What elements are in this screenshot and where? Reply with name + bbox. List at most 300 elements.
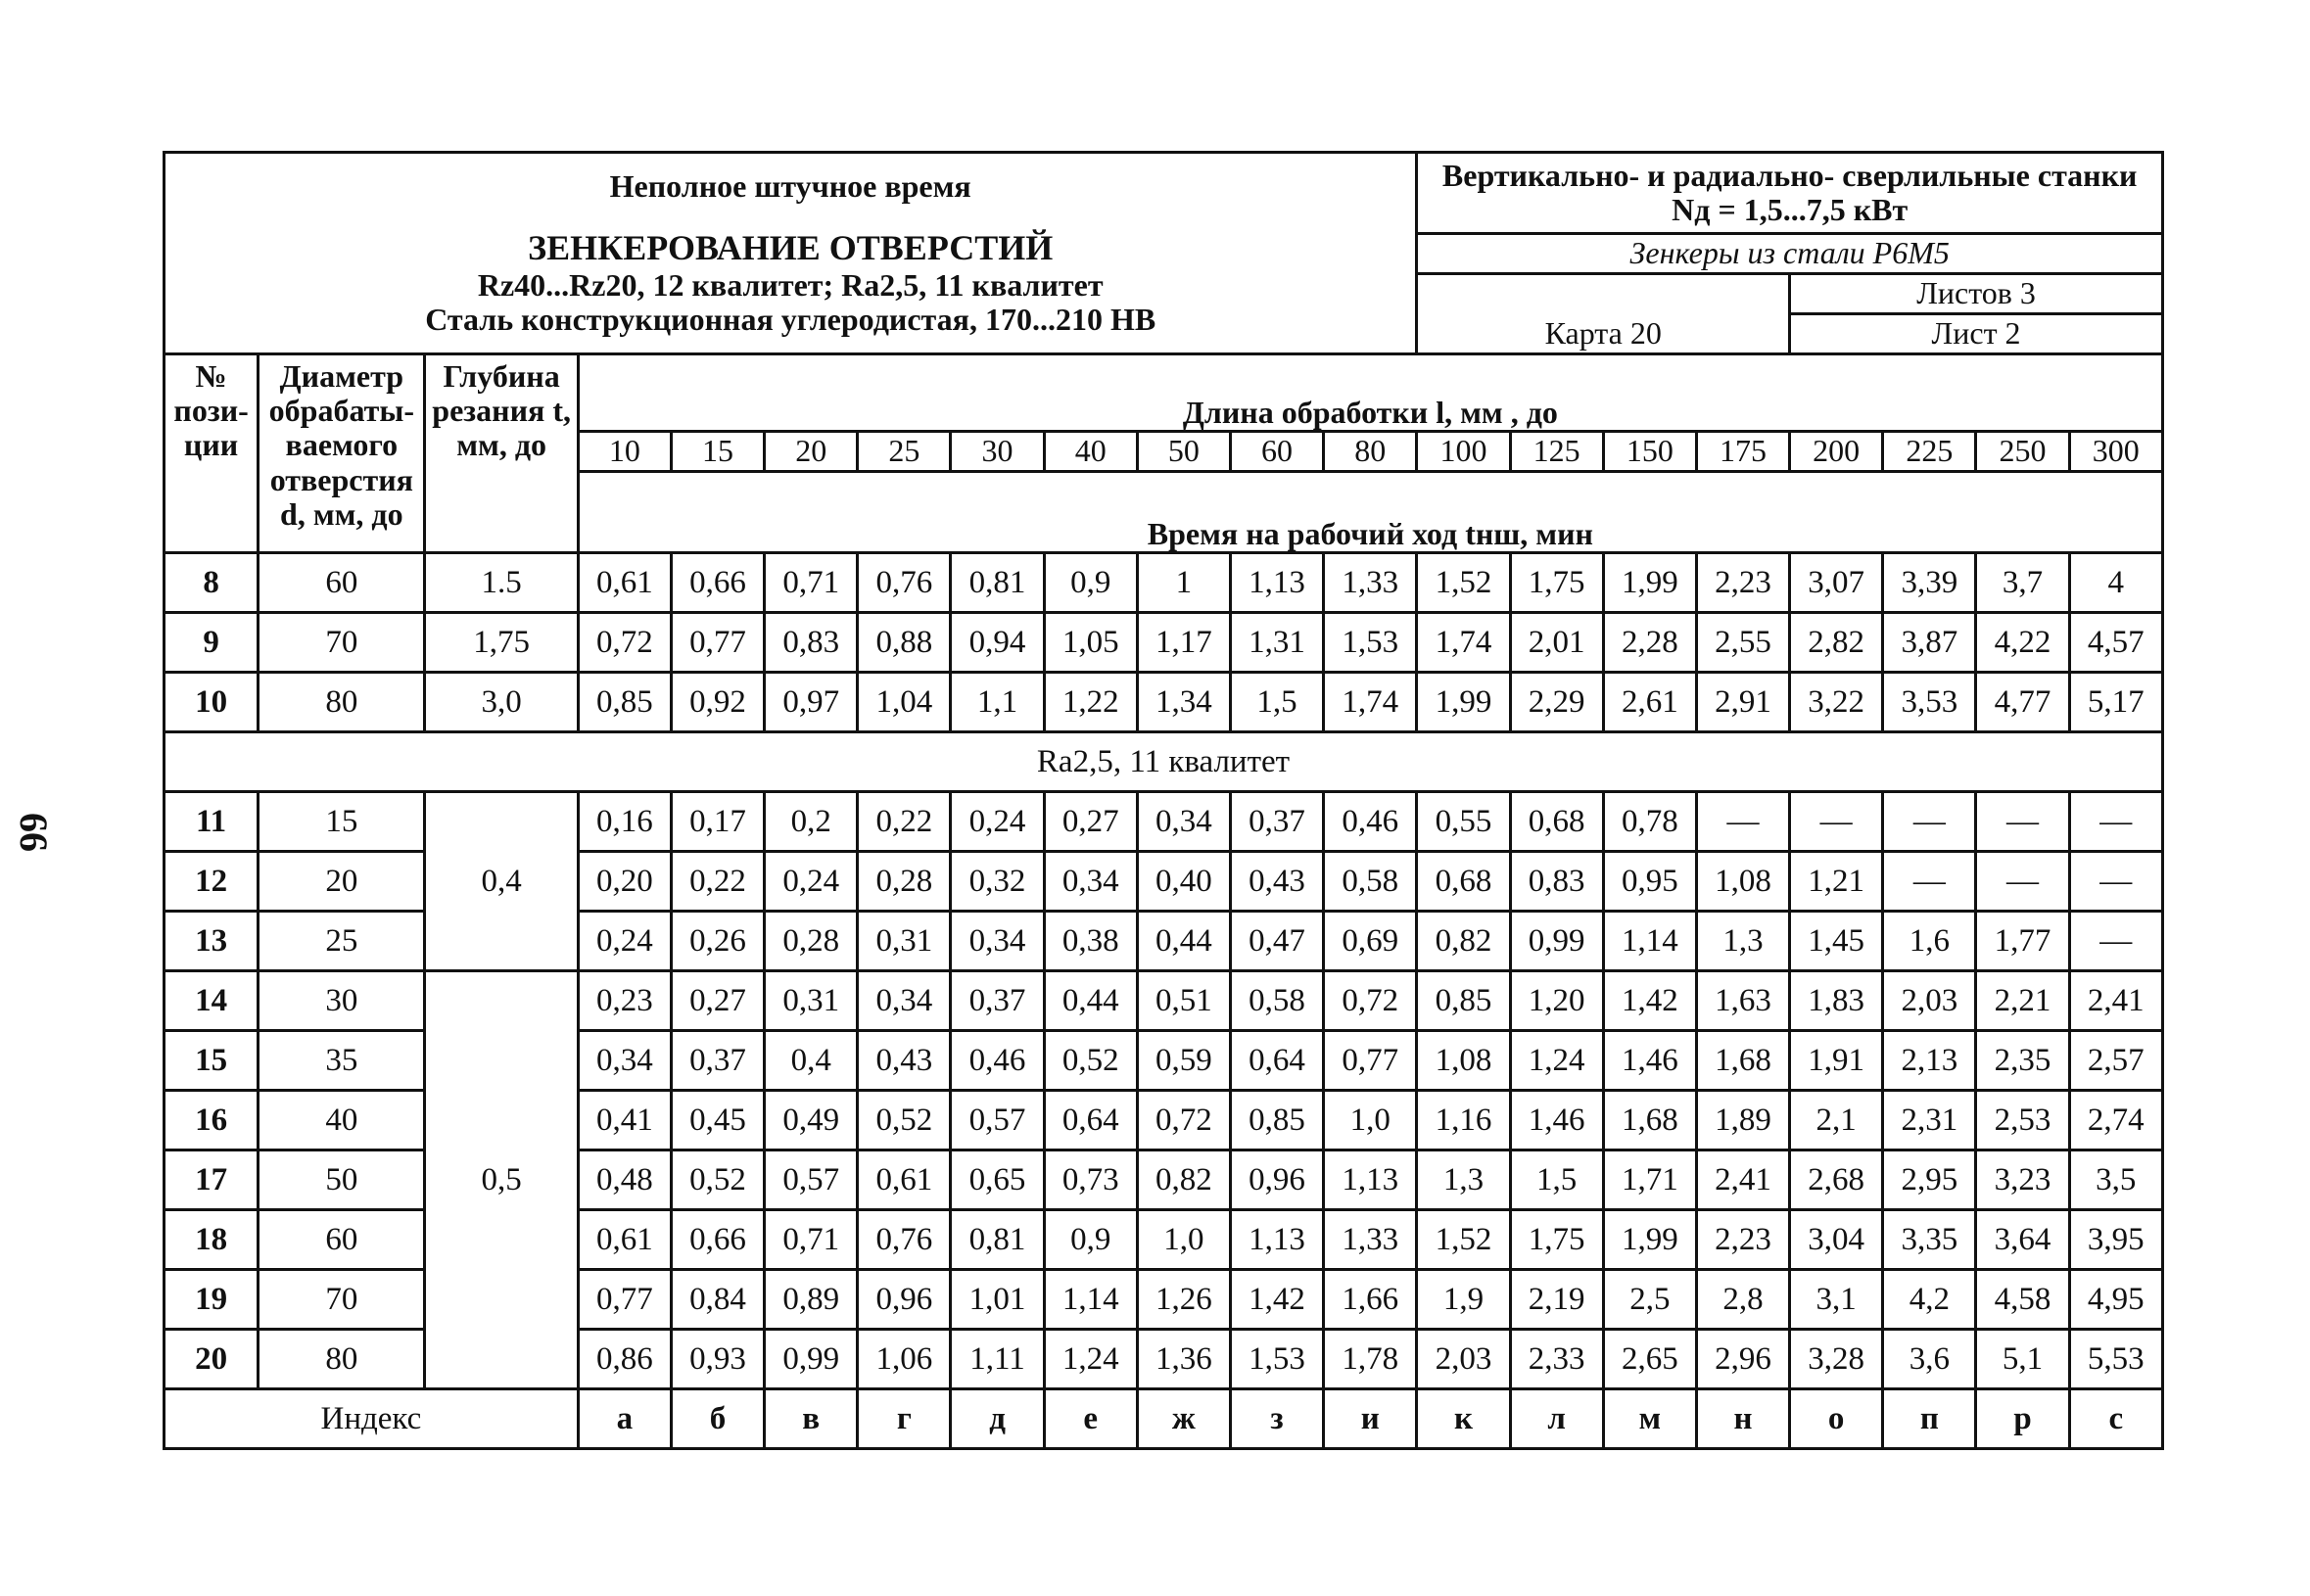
- time-cell: 1,13: [1230, 553, 1323, 613]
- pos-cell: 12: [165, 852, 259, 912]
- length-col-header: 10: [578, 432, 671, 472]
- time-cell: 0,17: [671, 792, 764, 852]
- time-cell: 0,37: [671, 1031, 764, 1091]
- time-cell: 0,77: [671, 613, 764, 673]
- diameter-cell: 70: [259, 1270, 425, 1330]
- depth-cell: 1,75: [425, 613, 578, 673]
- time-cell: 0,40: [1137, 852, 1230, 912]
- index-letter: к: [1417, 1389, 1510, 1449]
- index-letter: ж: [1137, 1389, 1230, 1449]
- time-cell: 0,47: [1230, 912, 1323, 971]
- time-cell: 0,95: [1603, 852, 1696, 912]
- time-cell: 0,85: [1230, 1091, 1323, 1150]
- time-cell: 1,24: [1044, 1330, 1137, 1389]
- time-cell: 3,23: [1976, 1150, 2069, 1210]
- time-cell: 0,24: [578, 912, 671, 971]
- pos-cell: 17: [165, 1150, 259, 1210]
- time-cell: 0,2: [765, 792, 858, 852]
- time-cell: 1,63: [1696, 971, 1789, 1031]
- index-letter: л: [1510, 1389, 1603, 1449]
- time-cell: 0,83: [765, 613, 858, 673]
- time-cell: 1,99: [1603, 1210, 1696, 1270]
- time-cell: 1,53: [1324, 613, 1417, 673]
- time-cell: 3,64: [1976, 1210, 2069, 1270]
- time-cell: 1,74: [1417, 613, 1510, 673]
- time-cell: 0,34: [1044, 852, 1137, 912]
- time-cell: 0,96: [858, 1270, 951, 1330]
- time-cell: 0,23: [578, 971, 671, 1031]
- time-cell: —: [2069, 792, 2162, 852]
- time-cell: 0,61: [578, 1210, 671, 1270]
- time-cell: 0,28: [765, 912, 858, 971]
- time-cell: 0,26: [671, 912, 764, 971]
- time-cell: 1,68: [1696, 1031, 1789, 1091]
- time-cell: 0,27: [1044, 792, 1137, 852]
- time-cell: 1,16: [1417, 1091, 1510, 1150]
- time-cell: 3,87: [1883, 613, 1976, 673]
- time-cell: 0,99: [1510, 912, 1603, 971]
- time-cell: 1,6: [1883, 912, 1976, 971]
- time-cell: 1,3: [1696, 912, 1789, 971]
- time-cell: 0,52: [1044, 1031, 1137, 1091]
- time-cell: 1,91: [1790, 1031, 1883, 1091]
- time-cell: 0,34: [1137, 792, 1230, 852]
- time-cell: 1,22: [1044, 673, 1137, 732]
- time-cell: 5,1: [1976, 1330, 2069, 1389]
- time-cell: 3,28: [1790, 1330, 1883, 1389]
- time-cell: 2,21: [1976, 971, 2069, 1031]
- time-cell: 1,34: [1137, 673, 1230, 732]
- time-cell: —: [1883, 792, 1976, 852]
- diameter-cell: 30: [259, 971, 425, 1031]
- time-cell: 3,7: [1976, 553, 2069, 613]
- diameter-cell: 80: [259, 1330, 425, 1389]
- index-letter: з: [1230, 1389, 1323, 1449]
- time-cell: —: [1883, 852, 1976, 912]
- col-depth-header: Глубина резания t, мм, до: [425, 354, 578, 553]
- time-cell: 1,26: [1137, 1270, 1230, 1330]
- time-cell: 1,71: [1603, 1150, 1696, 1210]
- time-cell: 1,46: [1603, 1031, 1696, 1091]
- length-col-header: 60: [1230, 432, 1323, 472]
- time-cell: 0,81: [951, 1210, 1044, 1270]
- time-cell: 1,78: [1324, 1330, 1417, 1389]
- time-cell: 0,24: [951, 792, 1044, 852]
- time-cell: 0,58: [1230, 971, 1323, 1031]
- time-cell: 2,95: [1883, 1150, 1976, 1210]
- time-cell: 0,71: [765, 1210, 858, 1270]
- time-cell: 0,76: [858, 553, 951, 613]
- machine-power: Nд = 1,5...7,5 кВт: [1672, 192, 1909, 227]
- time-cell: 1,89: [1696, 1091, 1789, 1150]
- norm-card: [163, 151, 2164, 1450]
- time-cell: 1,14: [1044, 1270, 1137, 1330]
- time-cell: —: [1696, 792, 1789, 852]
- time-cell: —: [2069, 852, 2162, 912]
- time-cell: 1,42: [1603, 971, 1696, 1031]
- header-machine: [1417, 153, 2163, 234]
- time-cell: 0,78: [1603, 792, 1696, 852]
- time-cell: 0,22: [858, 792, 951, 852]
- time-cell: 0,89: [765, 1270, 858, 1330]
- time-cell: 2,82: [1790, 613, 1883, 673]
- time-cell: 1,13: [1230, 1210, 1323, 1270]
- pos-cell: 8: [165, 553, 259, 613]
- length-col-header: 15: [671, 432, 764, 472]
- pos-cell: 10: [165, 673, 259, 732]
- time-cell: 0,34: [578, 1031, 671, 1091]
- time-cell: 0,84: [671, 1270, 764, 1330]
- time-cell: 1,33: [1324, 553, 1417, 613]
- header-material: Сталь конструкционная углеродистая, 170...210 НВ: [425, 301, 1156, 337]
- time-cell: 0,83: [1510, 852, 1603, 912]
- norm-table: [163, 151, 2164, 1450]
- index-letter: с: [2069, 1389, 2162, 1449]
- time-cell: 0,82: [1417, 912, 1510, 971]
- time-cell: 1,75: [1510, 1210, 1603, 1270]
- time-cell: 1,33: [1324, 1210, 1417, 1270]
- length-col-header: 150: [1603, 432, 1696, 472]
- time-cell: 0,66: [671, 553, 764, 613]
- time-cell: 2,01: [1510, 613, 1603, 673]
- time-cell: 2,74: [2069, 1091, 2162, 1150]
- page-number: 66: [12, 813, 56, 852]
- time-cell: 0,16: [578, 792, 671, 852]
- time-cell: 0,51: [1137, 971, 1230, 1031]
- time-cell: 2,29: [1510, 673, 1603, 732]
- time-cell: 0,81: [951, 553, 1044, 613]
- time-cell: 1,01: [951, 1270, 1044, 1330]
- time-cell: 1,53: [1230, 1330, 1323, 1389]
- time-cell: 1,42: [1230, 1270, 1323, 1330]
- time-cell: 0,66: [671, 1210, 764, 1270]
- index-letter: о: [1790, 1389, 1883, 1449]
- length-col-header: 25: [858, 432, 951, 472]
- time-cell: 0,41: [578, 1091, 671, 1150]
- time-cell: 0,99: [765, 1330, 858, 1389]
- time-cell: 1,08: [1417, 1031, 1510, 1091]
- index-letter: г: [858, 1389, 951, 1449]
- time-cell: 0,4: [765, 1031, 858, 1091]
- header-sheets-total: Листов 3: [1790, 274, 2163, 314]
- time-cell: 0,65: [951, 1150, 1044, 1210]
- time-cell: 4,22: [1976, 613, 2069, 673]
- time-cell: 0,77: [578, 1270, 671, 1330]
- time-cell: 0,9: [1044, 1210, 1137, 1270]
- time-cell: —: [1976, 852, 2069, 912]
- time-cell: 1,17: [1137, 613, 1230, 673]
- pos-cell: 19: [165, 1270, 259, 1330]
- time-cell: 1,1: [951, 673, 1044, 732]
- length-col-header: 300: [2069, 432, 2162, 472]
- time-cell: 0,49: [765, 1091, 858, 1150]
- header-title-small: Неполное штучное время: [609, 167, 971, 204]
- time-cell: 0,37: [1230, 792, 1323, 852]
- header-roughness: Rz40...Rz20, 12 квалитет; Ra2,5, 11 квалитет: [477, 266, 1104, 303]
- time-cell: 2,1: [1790, 1091, 1883, 1150]
- time-cell: 0,82: [1137, 1150, 1230, 1210]
- index-letter: е: [1044, 1389, 1137, 1449]
- time-cell: 0,45: [671, 1091, 764, 1150]
- time-cell: 0,52: [671, 1150, 764, 1210]
- index-label: Индекс: [165, 1389, 579, 1449]
- time-cell: 3,5: [2069, 1150, 2162, 1210]
- time-cell: 0,46: [951, 1031, 1044, 1091]
- time-cell: 0,46: [1324, 792, 1417, 852]
- diameter-cell: 70: [259, 613, 425, 673]
- time-cell: 1,06: [858, 1330, 951, 1389]
- index-letter: п: [1883, 1389, 1976, 1449]
- time-cell: 2,91: [1696, 673, 1789, 732]
- index-letter: р: [1976, 1389, 2069, 1449]
- time-cell: 2,68: [1790, 1150, 1883, 1210]
- time-cell: 3,35: [1883, 1210, 1976, 1270]
- time-cell: 0,55: [1417, 792, 1510, 852]
- time-cell: 2,03: [1883, 971, 1976, 1031]
- header-card: Карта 20: [1417, 274, 1790, 354]
- time-cell: 2,53: [1976, 1091, 2069, 1150]
- pos-cell: 15: [165, 1031, 259, 1091]
- time-cell: 1,21: [1790, 852, 1883, 912]
- time-cell: 1,9: [1417, 1270, 1510, 1330]
- index-letter: д: [951, 1389, 1044, 1449]
- col-pos-header: № пози- ции: [165, 354, 259, 553]
- time-cell: 0,31: [765, 971, 858, 1031]
- section-label: Ra2,5, 11 квалитет: [165, 732, 2163, 792]
- time-cell: 2,55: [1696, 613, 1789, 673]
- time-cell: 0,58: [1324, 852, 1417, 912]
- time-cell: 2,23: [1696, 1210, 1789, 1270]
- time-cell: 1,05: [1044, 613, 1137, 673]
- time-cell: 0,77: [1324, 1031, 1417, 1091]
- time-cell: 0,34: [858, 971, 951, 1031]
- time-cell: 2,61: [1603, 673, 1696, 732]
- time-cell: —: [1790, 792, 1883, 852]
- index-letter: н: [1696, 1389, 1789, 1449]
- time-cell: 2,41: [1696, 1150, 1789, 1210]
- time-cell: 1,0: [1137, 1210, 1230, 1270]
- time-cell: 4,2: [1883, 1270, 1976, 1330]
- time-cell: 3,22: [1790, 673, 1883, 732]
- time-cell: 0,72: [578, 613, 671, 673]
- time-cell: 5,53: [2069, 1330, 2162, 1389]
- time-cell: 4,95: [2069, 1270, 2162, 1330]
- time-cell: 1,5: [1230, 673, 1323, 732]
- diameter-cell: 20: [259, 852, 425, 912]
- index-letter: б: [671, 1389, 764, 1449]
- time-cell: 2,57: [2069, 1031, 2162, 1091]
- length-col-header: 100: [1417, 432, 1510, 472]
- time-cell: 0,43: [1230, 852, 1323, 912]
- time-cell: 4: [2069, 553, 2162, 613]
- time-cell: 1,66: [1324, 1270, 1417, 1330]
- time-cell: 0,43: [858, 1031, 951, 1091]
- header-left: [165, 153, 1417, 354]
- time-cell: 0,44: [1137, 912, 1230, 971]
- time-cell: —: [1976, 792, 2069, 852]
- time-cell: 1,20: [1510, 971, 1603, 1031]
- time-cell: 3,6: [1883, 1330, 1976, 1389]
- diameter-cell: 60: [259, 553, 425, 613]
- time-cell: 0,27: [671, 971, 764, 1031]
- time-cell: 2,35: [1976, 1031, 2069, 1091]
- diameter-cell: 80: [259, 673, 425, 732]
- time-header: Время на рабочий ход tнш, мин: [578, 472, 2162, 553]
- time-cell: 0,38: [1044, 912, 1137, 971]
- time-cell: 2,41: [2069, 971, 2162, 1031]
- time-cell: 1,83: [1790, 971, 1883, 1031]
- pos-cell: 20: [165, 1330, 259, 1389]
- time-cell: 0,32: [951, 852, 1044, 912]
- pos-cell: 14: [165, 971, 259, 1031]
- time-cell: 1,45: [1790, 912, 1883, 971]
- time-cell: 0,61: [858, 1150, 951, 1210]
- diameter-cell: 15: [259, 792, 425, 852]
- machine-type: Вертикально- и радиально- сверлильные станки: [1441, 157, 2138, 193]
- length-col-header: 125: [1510, 432, 1603, 472]
- time-cell: 1,46: [1510, 1091, 1603, 1150]
- time-cell: 3,53: [1883, 673, 1976, 732]
- time-cell: 1,36: [1137, 1330, 1230, 1389]
- time-cell: 0,28: [858, 852, 951, 912]
- time-cell: 0,20: [578, 852, 671, 912]
- time-cell: 0,72: [1324, 971, 1417, 1031]
- length-col-header: 80: [1324, 432, 1417, 472]
- time-cell: 0,68: [1510, 792, 1603, 852]
- time-cell: 1,11: [951, 1330, 1044, 1389]
- depth-cell: 0,4: [425, 792, 578, 971]
- depth-cell: 0,5: [425, 971, 578, 1389]
- time-cell: 0,86: [578, 1330, 671, 1389]
- time-cell: 0,61: [578, 553, 671, 613]
- time-cell: 1,24: [1510, 1031, 1603, 1091]
- time-cell: —: [2069, 912, 2162, 971]
- time-cell: 2,5: [1603, 1270, 1696, 1330]
- time-cell: 2,33: [1510, 1330, 1603, 1389]
- time-cell: 2,8: [1696, 1270, 1789, 1330]
- index-letter: м: [1603, 1389, 1696, 1449]
- time-cell: 3,39: [1883, 553, 1976, 613]
- time-cell: 1,04: [858, 673, 951, 732]
- time-cell: 0,48: [578, 1150, 671, 1210]
- time-cell: 3,04: [1790, 1210, 1883, 1270]
- time-cell: 0,52: [858, 1091, 951, 1150]
- depth-cell: 1.5: [425, 553, 578, 613]
- time-cell: 1,99: [1603, 553, 1696, 613]
- time-cell: 1,5: [1510, 1150, 1603, 1210]
- length-col-header: 50: [1137, 432, 1230, 472]
- time-cell: 4,57: [2069, 613, 2162, 673]
- length-col-header: 40: [1044, 432, 1137, 472]
- length-col-header: 175: [1696, 432, 1789, 472]
- time-cell: 0,96: [1230, 1150, 1323, 1210]
- time-cell: 2,96: [1696, 1330, 1789, 1389]
- time-cell: 0,97: [765, 673, 858, 732]
- time-cell: 0,57: [951, 1091, 1044, 1150]
- length-header: Длина обработки l, мм , до: [578, 354, 2162, 432]
- time-cell: 0,85: [578, 673, 671, 732]
- time-cell: 0,64: [1230, 1031, 1323, 1091]
- length-col-header: 200: [1790, 432, 1883, 472]
- time-cell: 0,59: [1137, 1031, 1230, 1091]
- time-cell: 2,31: [1883, 1091, 1976, 1150]
- time-cell: 0,68: [1417, 852, 1510, 912]
- time-cell: 0,69: [1324, 912, 1417, 971]
- time-cell: 2,65: [1603, 1330, 1696, 1389]
- depth-cell: 3,0: [425, 673, 578, 732]
- index-letter: и: [1324, 1389, 1417, 1449]
- time-cell: 1,13: [1324, 1150, 1417, 1210]
- diameter-cell: 40: [259, 1091, 425, 1150]
- col-diameter-header: Диаметр обрабаты- ваемого отверстия d, мм, до: [259, 354, 425, 553]
- diameter-cell: 35: [259, 1031, 425, 1091]
- time-cell: 0,85: [1417, 971, 1510, 1031]
- time-cell: 3,95: [2069, 1210, 2162, 1270]
- time-cell: 1,3: [1417, 1150, 1510, 1210]
- time-cell: 1,0: [1324, 1091, 1417, 1150]
- time-cell: 3,1: [1790, 1270, 1883, 1330]
- index-letter: а: [578, 1389, 671, 1449]
- time-cell: 0,31: [858, 912, 951, 971]
- time-cell: 1,99: [1417, 673, 1510, 732]
- time-cell: 1,31: [1230, 613, 1323, 673]
- time-cell: 1,52: [1417, 1210, 1510, 1270]
- time-cell: 0,72: [1137, 1091, 1230, 1150]
- time-cell: 4,77: [1976, 673, 2069, 732]
- time-cell: 0,73: [1044, 1150, 1137, 1210]
- length-col-header: 225: [1883, 432, 1976, 472]
- time-cell: 0,88: [858, 613, 951, 673]
- length-col-header: 30: [951, 432, 1044, 472]
- time-cell: 0,24: [765, 852, 858, 912]
- time-cell: 0,57: [765, 1150, 858, 1210]
- length-col-header: 250: [1976, 432, 2069, 472]
- time-cell: 1,77: [1976, 912, 2069, 971]
- header-title-main: ЗЕНКЕРОВАНИЕ ОТВЕРСТИЙ: [528, 228, 1054, 268]
- time-cell: 2,13: [1883, 1031, 1976, 1091]
- index-letter: в: [765, 1389, 858, 1449]
- length-col-header: 20: [765, 432, 858, 472]
- time-cell: 1,08: [1696, 852, 1789, 912]
- time-cell: 1,74: [1324, 673, 1417, 732]
- time-cell: 2,28: [1603, 613, 1696, 673]
- time-cell: 2,23: [1696, 553, 1789, 613]
- pos-cell: 16: [165, 1091, 259, 1150]
- pos-cell: 9: [165, 613, 259, 673]
- time-cell: 0,9: [1044, 553, 1137, 613]
- time-cell: 0,76: [858, 1210, 951, 1270]
- time-cell: 0,71: [765, 553, 858, 613]
- time-cell: 2,03: [1417, 1330, 1510, 1389]
- pos-cell: 13: [165, 912, 259, 971]
- time-cell: 5,17: [2069, 673, 2162, 732]
- time-cell: 0,93: [671, 1330, 764, 1389]
- time-cell: 3,07: [1790, 553, 1883, 613]
- diameter-cell: 60: [259, 1210, 425, 1270]
- time-cell: 1,68: [1603, 1091, 1696, 1150]
- time-cell: 4,58: [1976, 1270, 2069, 1330]
- time-cell: 1,14: [1603, 912, 1696, 971]
- time-cell: 0,64: [1044, 1091, 1137, 1150]
- diameter-cell: 50: [259, 1150, 425, 1210]
- pos-cell: 11: [165, 792, 259, 852]
- time-cell: 0,44: [1044, 971, 1137, 1031]
- header-sheet-number: Лист 2: [1790, 314, 2163, 354]
- time-cell: 1,52: [1417, 553, 1510, 613]
- time-cell: 2,19: [1510, 1270, 1603, 1330]
- time-cell: 1,75: [1510, 553, 1603, 613]
- diameter-cell: 25: [259, 912, 425, 971]
